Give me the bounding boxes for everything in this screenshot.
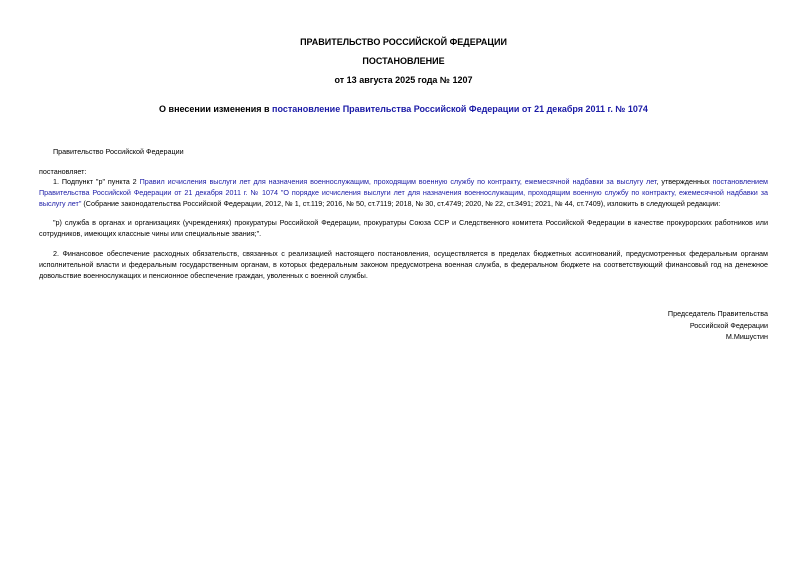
- decree-link[interactable]: постановлением Правительства Российской Федерации от 21 декабря 2011 г. № 1074 "О порядке исчисления выслуги лет для назначения военнослужащим, проходящим военную службу по контракту, ежемесячной надбавки за выслугу лет": [39, 177, 769, 208]
- document-type: ПОСТАНОВЛЕНИЕ: [362, 56, 445, 66]
- paragraph-2: 2. Финансовое обеспечение расходных обязательств, связанных с реализацией настоящего постановления, осуществляется в пределах бюджетных ассигнований, предусмотренных федеральным органам исполнительной власти и федеральным государственным органам, в которых федеральным законом предусмотрена военная служба, в федеральном бюджете на соответствующий финансовый год на денежное довольствие военнослужащих и пенсионное обеспечение граждан, уволенных с военной службы.: [39, 249, 768, 280]
- p1-text-b: , утвержденных: [656, 177, 713, 186]
- p1-text-c: (Собрание законодательства Российской Федерации, 2012, № 1, ст.119; 2016, № 50, ст.7119; 2018, № 30, ст.4749; 2020, № 22, ст.3491; 2021, № 44, ст.7409), изложить в следующей редакции:: [81, 199, 721, 208]
- paragraph-1: [39, 176, 768, 209]
- quoted-subparagraph: "р) служба в органах и организациях (учреждениях) прокуратуры Российской Федерации, прокуратуры Союза ССР и Следственного комитета Российской Федерации в качестве прокурорских работников или сотрудников, имеющих классные чины или специальные звания;".: [39, 218, 768, 238]
- document-date-number: от 13 августа 2025 года № 1207: [334, 75, 473, 85]
- rules-link[interactable]: Правил исчисления выслуги лет для назначения военнослужащим, проходящим военную службу по контракту, ежемесячной надбавки за выслугу лет: [139, 177, 657, 186]
- title-link[interactable]: постановление Правительства Российской Федерации от 21 декабря 2011 г. № 1074: [272, 104, 648, 114]
- title-prefix: О внесении изменения в: [159, 104, 273, 114]
- government-heading: ПРАВИТЕЛЬСТВО РОССИЙСКОЙ ФЕДЕРАЦИИ: [300, 37, 507, 47]
- signature-name: М.Мишустин: [725, 332, 768, 341]
- signature-title-line2: Российской Федерации: [689, 320, 768, 330]
- document-title: [0, 104, 807, 114]
- decrees-text: постановляет:: [39, 167, 87, 176]
- issuer-text: Правительство Российской Федерации: [53, 147, 184, 156]
- p1-text-a: 1. Подпункт "р" пункта 2: [53, 177, 140, 186]
- signature-block: [668, 308, 768, 343]
- signature-title-line1: Председатель Правительства: [667, 309, 768, 318]
